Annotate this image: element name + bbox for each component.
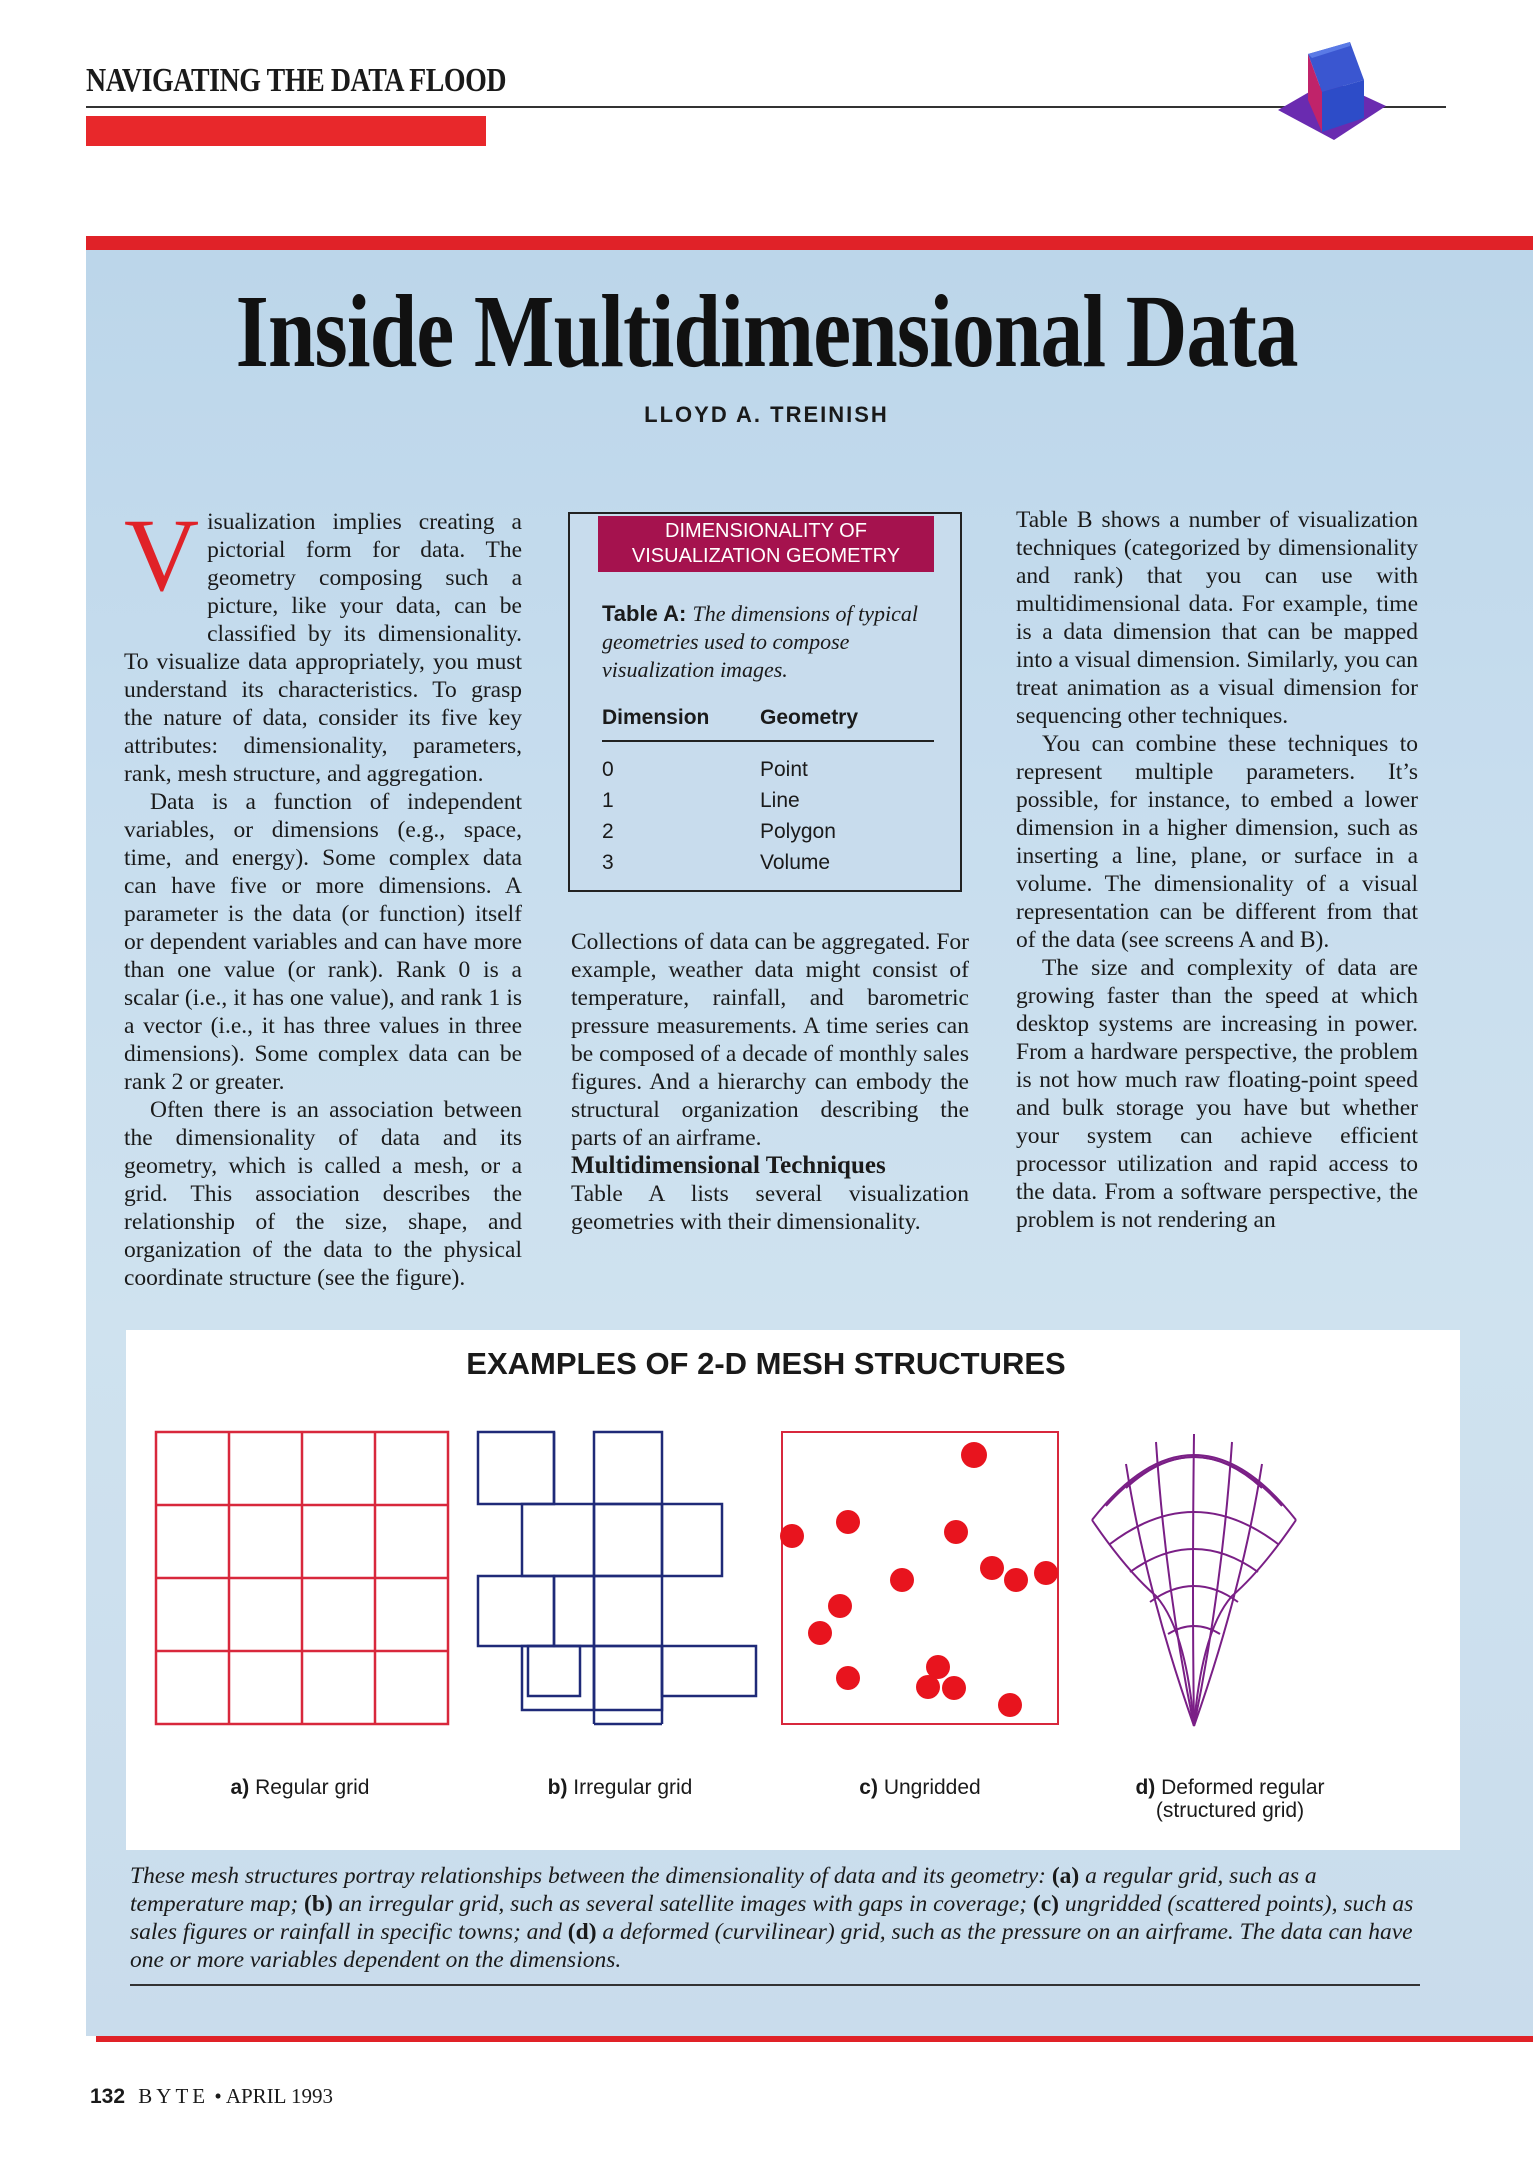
irregular-grid-diagram: [478, 1432, 756, 1724]
figure-caption: These mesh structures portray relationships between the dimensionality of data and its geometry: (a) a regular grid, such as a temperature map; (b) an irregular grid, such as several satellite images with gaps in coverage; (c) ungridded (scattered points), such as sales figures or rainfall in specific towns; and (d) a deformed (curvilinear) grid, such as the pressure on an airframe. The data can have one or more variables dependent on the dimensions.: [130, 1863, 1414, 1973]
issue-date: APRIL 1993: [225, 2084, 333, 2108]
figure-title: EXAMPLES OF 2-D MESH STRUCTURES: [466, 1346, 1066, 1381]
mesh-diagrams: [126, 1330, 1460, 1850]
bottom-red-rule: [96, 2036, 1533, 2042]
header-rule: [86, 106, 1446, 108]
deformed-grid-diagram: [1092, 1434, 1296, 1726]
column-1: [124, 498, 522, 1292]
column-2: [571, 928, 969, 1236]
paragraph: Visualization implies creating a pictorial form for data. The geometry composing such a picture, like your data, can be classified by its dimensionality. To visualize data appropriately, you must understand its characteristics. To grasp the nature of data, consider its five key attributes: dimensionality, parameters, rank, mesh structure, and aggregation.: [124, 498, 522, 787]
table-cell: 1: [602, 789, 614, 812]
table-a-banner: DIMENSIONALITY OF VISUALIZATION GEOMETRY: [598, 516, 934, 572]
figure-label-d: d) Deformed regular (structured grid): [1135, 1776, 1325, 1822]
magazine-name: BYTE: [138, 2084, 210, 2108]
table-cell: Point: [760, 758, 808, 781]
table-cell: Polygon: [760, 820, 836, 843]
figure-label-b: b) Irregular grid: [547, 1776, 693, 1799]
paragraph: Often there is an association between the dimensionality of data and its geometry, which is called a mesh, or a grid. This association describes the relationship of the size, shape, and organization of the data to the physical coordinate structure (see the figure).: [124, 1097, 522, 1291]
section-header: NAVIGATING THE DATA FLOOD: [86, 62, 507, 99]
author-byline: LLOYD A. TREINISH: [644, 402, 889, 427]
ungridded-diagram: [780, 1432, 1058, 1724]
table-cell: Line: [760, 789, 800, 812]
regular-grid-diagram: [156, 1432, 448, 1724]
figure-label-a: a) Regular grid: [230, 1776, 370, 1799]
table-cell: 0: [602, 758, 614, 781]
paragraph: The size and complexity of data are growing faster than the speed at which desktop systems are increasing in power. From a hardware perspective, the problem is not how much raw floating-point speed and bulk storage you have but whether your system can achieve efficient processor utilization and rapid access to the data. From a software perspective, the problem is not rendering an: [1016, 955, 1418, 1233]
page-number: 132: [90, 2085, 126, 2108]
paragraph: You can combine these techniques to represent multiple parameters. It’s possible, for instance, to embed a lower dimension in a higher dimension, such as inserting a line, plane, or surface in a volume. The dimensionality of a visual representation can be different from that of the data (see screens A and B).: [1016, 731, 1418, 953]
paragraph: Data is a function of independent variables, or dimensions (e.g., space, time, and energy). Some complex data can have five or more dimensions. A parameter is the data (or function) itself or dependent variables and can have more than one value (or rank). Rank 0 is a scalar (i.e., it has one value), and rank 1 is a vector (i.e., it has three values in three dimensions). Some complex data can be rank 2 or greater.: [124, 789, 522, 1095]
table-header-dimension: Dimension: [602, 706, 710, 729]
table-rule: [602, 740, 934, 742]
folio-separator: •: [214, 2084, 222, 2108]
caption-rule: [130, 1984, 1420, 1986]
table-cell: Volume: [760, 851, 831, 874]
subheading: Multidimensional Techniques: [571, 1152, 886, 1179]
table-cell: 2: [602, 820, 614, 843]
cube-logo-icon: [1268, 40, 1398, 150]
table-a-box: [568, 512, 962, 892]
paragraph: Table B shows a number of visualization techniques (categorized by dimensionality and rank) that you can use with multidimensional data. For example, time is a data dimension that can be mapped into a visual dimension. Similarly, you can treat animation as a visual dimension for sequencing other techniques.: [1016, 507, 1418, 729]
top-red-rule: [86, 236, 1533, 250]
drop-cap: V: [124, 498, 200, 613]
article-title: Inside Multidimensional Data: [235, 274, 1298, 389]
column-3: [1016, 506, 1418, 1234]
table-a-caption: Table A: The dimensions of typical geometries used to compose visualization images.: [602, 601, 918, 682]
header-red-bar: [86, 116, 486, 146]
paragraph: Collections of data can be aggregated. For example, weather data might consist of temperature, rainfall, and barometric pressure measurements. A time series can be composed of a decade of monthly sales figures. And a hierarchy can embody the structural organization describing the parts of an airframe.: [571, 929, 969, 1151]
paragraph: Table A lists several visualization geometries with their dimensionality.: [571, 1181, 969, 1235]
table-header-geometry: Geometry: [760, 706, 859, 729]
page-folio: [90, 2084, 333, 2109]
figure-label-c: c) Ungridded: [859, 1776, 981, 1799]
table-cell: 3: [602, 851, 614, 874]
